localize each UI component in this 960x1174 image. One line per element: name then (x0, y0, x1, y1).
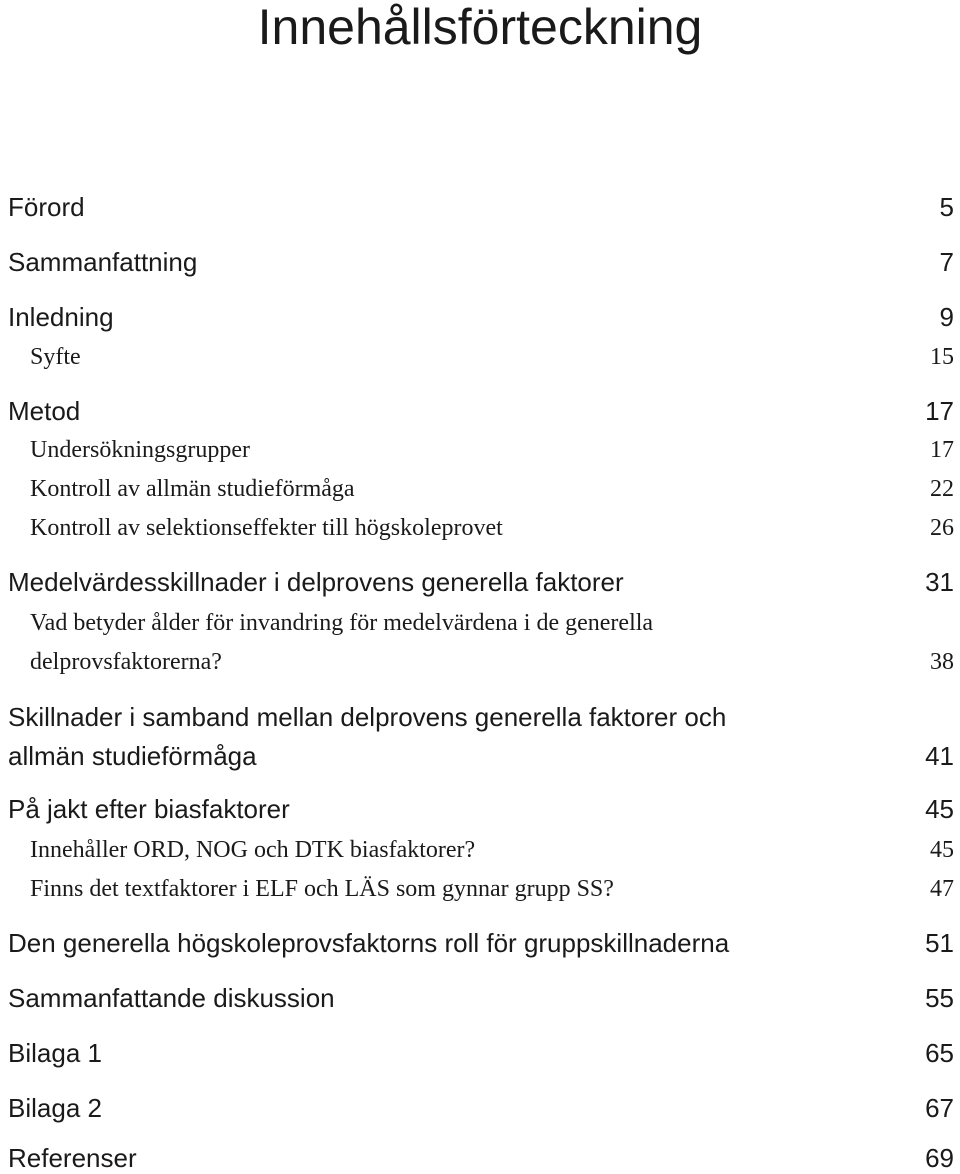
toc-entry-title: Syfte (30, 344, 81, 370)
toc-entry-title: På jakt efter biasfaktorer (8, 794, 290, 824)
toc-subentry-kontroll-studieformaga[interactable] (30, 473, 954, 505)
toc-subentry-undersokningsgrupper[interactable] (30, 434, 954, 466)
toc-subentry-syfte[interactable] (30, 341, 954, 373)
toc-entry-bilaga-1[interactable] (8, 1037, 954, 1069)
toc-entry-page: 7 (939, 247, 954, 277)
toc-entry-title: Förord (8, 192, 85, 222)
toc-entry-page: 26 (930, 515, 954, 541)
toc-entry-page: 67 (925, 1093, 954, 1123)
toc-entry-title: Kontroll av allmän studieförmåga (30, 476, 355, 502)
toc-entry-title: Medelvärdesskillnader i delprovens generella faktorer (8, 567, 624, 597)
toc-entry-title: allmän studieförmåga (8, 741, 257, 771)
toc-entry-title: Bilaga 2 (8, 1093, 102, 1123)
toc-subentry-alder-invandring-line1[interactable] (30, 607, 954, 639)
toc-entry-title: Vad betyder ålder för invandring för medelvärdena i de generella (30, 610, 654, 636)
toc-entry-sammanfattning[interactable] (8, 246, 954, 278)
toc-entry-sammanfattande-diskussion[interactable] (8, 982, 954, 1014)
toc-entry-title: Sammanfattande diskussion (8, 983, 335, 1013)
toc-entry-page: 55 (925, 983, 954, 1013)
toc-entry-page: 51 (925, 928, 954, 958)
toc-entry-title: Undersökningsgrupper (30, 437, 250, 463)
toc-entry-inledning[interactable] (8, 301, 954, 333)
toc-entry-page: 5 (939, 192, 954, 222)
toc-entry-title: Bilaga 1 (8, 1038, 102, 1068)
page-title: Innehållsförteckning (257, 0, 703, 55)
toc-entry-referenser[interactable] (8, 1142, 954, 1174)
toc-subentry-textfaktorer[interactable] (30, 873, 954, 905)
toc-entry-page: 41 (925, 741, 954, 771)
toc-entry-page: 22 (930, 476, 954, 502)
toc-entry-title: Finns det textfaktorer i ELF och LÄS som gynnar grupp SS? (30, 876, 614, 902)
toc-subentry-kontroll-selektionseffekter[interactable] (30, 512, 954, 544)
toc-entry-metod[interactable] (8, 395, 954, 427)
toc-entry-title: Kontroll av selektionseffekter till högskoleprovet (30, 515, 503, 541)
toc-entry-page: 15 (930, 344, 954, 370)
toc-entry-title: Metod (8, 396, 81, 426)
toc-entry-medelvardesskillnader[interactable] (8, 566, 954, 598)
toc-entry-title: delprovsfaktorerna? (30, 649, 222, 675)
toc-entry-title: Innehåller ORD, NOG och DTK biasfaktorer? (30, 837, 476, 863)
toc-entry-forord[interactable] (8, 191, 954, 223)
toc-entry-page: 17 (930, 437, 954, 463)
toc-entry-page: 38 (930, 649, 954, 675)
toc-entry-biasfaktorer[interactable] (8, 793, 954, 825)
toc-entry-title: Inledning (8, 302, 114, 332)
toc-entry-page: 45 (925, 794, 954, 824)
toc-entry-page: 31 (925, 567, 954, 597)
toc-entry-generella-hogskoleprovsfaktorn[interactable] (8, 927, 954, 959)
toc-entry-page: 65 (925, 1038, 954, 1068)
toc-entry-page: 17 (925, 396, 954, 426)
toc-entry-title: Sammanfattning (8, 247, 198, 277)
toc-subentry-ord-nog-dtk[interactable] (30, 834, 954, 866)
toc-entry-title: Skillnader i samband mellan delprovens generella faktorer och (8, 702, 727, 732)
toc-entry-page: 47 (930, 876, 954, 902)
toc-entry-title: Den generella högskoleprovsfaktorns roll för gruppskillnaderna (8, 928, 730, 958)
toc-entry-skillnader-samband-line2[interactable] (8, 740, 954, 772)
toc-entry-skillnader-samband-line1[interactable] (8, 701, 954, 733)
toc-entry-page: 45 (930, 837, 954, 863)
toc-subentry-alder-invandring-line2[interactable] (30, 646, 954, 678)
toc-entry-page: 9 (939, 302, 954, 332)
toc-entry-bilaga-2[interactable] (8, 1092, 954, 1124)
toc-entry-title: Referenser (8, 1143, 137, 1173)
toc-entry-page: 69 (925, 1143, 954, 1173)
